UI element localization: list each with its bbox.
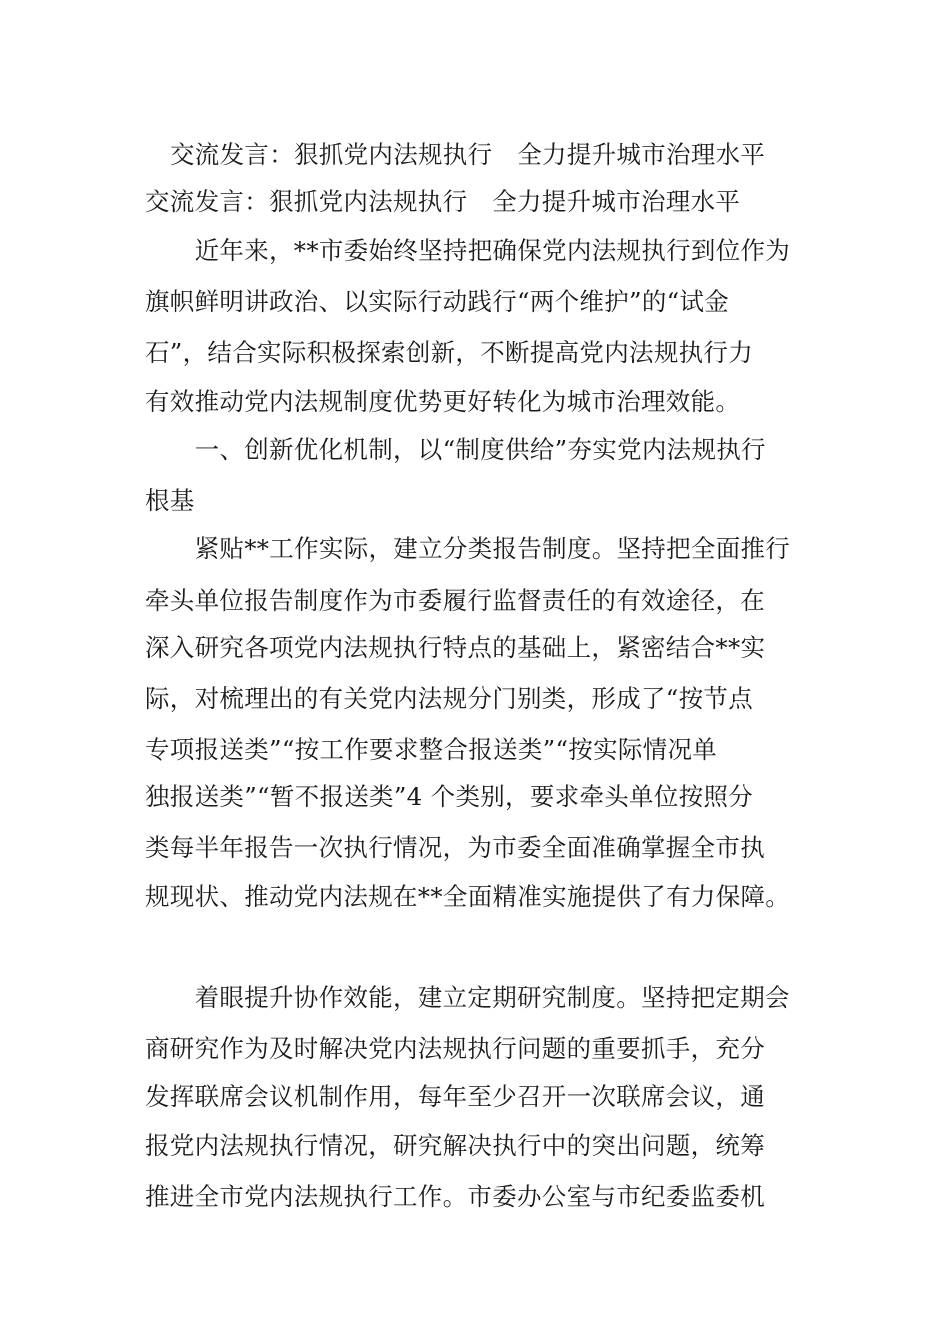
- paragraph-line: 近年来，**市委始终坚持把确保党内法规执行到位作为: [145, 236, 791, 265]
- paragraph-line: 紧贴**工作实际，建立分类报告制度。坚持把全面推行: [145, 534, 791, 563]
- section-heading: 根基: [145, 486, 195, 515]
- paragraph-line: 旗帜鲜明讲政治、以实际行动践行“两个维护”的“试金: [145, 287, 730, 316]
- paragraph-line: 商研究作为及时解决党内法规执行问题的重要抓手，充分: [145, 1034, 765, 1063]
- paragraph-line: 石”，结合实际积极探索创新，不断提高党内法规执行力: [145, 338, 754, 367]
- paragraph-line: 牵头单位报告制度作为市委履行监督责任的有效途径，在: [145, 586, 765, 615]
- section-heading: 一、创新优化机制，以“制度供给”夯实党内法规执行: [145, 435, 766, 464]
- paragraph-line: 独报送类”“暂不报送类”4 个类别，要求牵头单位按照分: [145, 782, 754, 811]
- document-title-repeat: 交流发言：狠抓党内法规执行 全力提升城市治理水平: [145, 187, 741, 216]
- paragraph-line: 深入研究各项党内法规执行特点的基础上，紧密结合**实: [145, 633, 766, 662]
- paragraph-line: 报党内法规执行情况，研究解决执行中的突出问题，统筹: [145, 1131, 765, 1160]
- paragraph-line: 际，对梳理出的有关党内法规分门别类，形成了“按节点: [145, 684, 754, 713]
- paragraph-line: 推进全市党内法规执行工作。市委办公室与市纪委监委机: [145, 1182, 765, 1211]
- paragraph-line: 发挥联席会议机制作用，每年至少召开一次联席会议，通: [145, 1082, 765, 1111]
- paragraph-line: 有效推动党内法规制度优势更好转化为城市治理效能。: [145, 387, 741, 416]
- paragraph-line: 专项报送类”“按工作要求整合报送类”“按实际情况单: [145, 735, 718, 764]
- document-title: 交流发言：狠抓党内法规执行 全力提升城市治理水平: [170, 140, 766, 169]
- paragraph-line: 规现状、推动党内法规在**全面精准实施提供了有力保障。: [145, 882, 791, 911]
- paragraph-line: 类每半年报告一次执行情况，为市委全面准确掌握全市执: [145, 833, 765, 862]
- paragraph-line: 着眼提升协作效能，建立定期研究制度。坚持把定期会: [145, 983, 790, 1012]
